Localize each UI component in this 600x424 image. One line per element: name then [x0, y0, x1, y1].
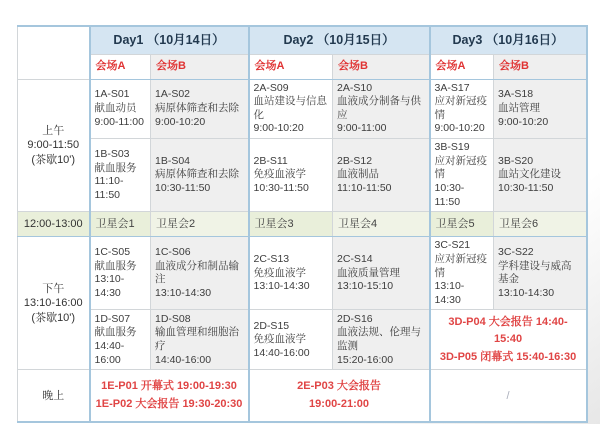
session-code: 2B-S11 [253, 154, 288, 167]
session-title: 应对新冠疫情 [434, 154, 488, 181]
afternoon-row-2 [18, 310, 587, 370]
afternoon-break-note: (茶歇10') [31, 311, 76, 324]
session-code: 2C-S13 [253, 252, 290, 265]
session-title: 血站文化建设 [498, 168, 562, 181]
venue-row [18, 54, 587, 79]
session-code: 2B-S12 [337, 154, 373, 167]
conference-schedule-table [17, 25, 588, 423]
session-cell-3A-S18 [494, 79, 587, 139]
day1-evening-plenary-cell [90, 370, 249, 422]
afternoon-time-label [18, 237, 90, 370]
day3-header: Day3 （10月16日） [430, 26, 587, 54]
session-time: 11:10-11:50 [94, 175, 124, 201]
session-cell-1C-S05 [90, 237, 151, 310]
session-time: 14:40-16:00 [155, 353, 212, 366]
session-time: 13:10-15:10 [337, 280, 394, 293]
morning-row-2 [18, 139, 587, 212]
session-title: 病原体筛查和去除 [155, 168, 239, 181]
session-cell-3B-S19 [430, 139, 494, 212]
session-cell-1D-S07 [90, 310, 151, 370]
session-cell-3C-S22 [494, 237, 587, 310]
plenary-line: 1E-P02 大会报告 19:30-20:30 [95, 397, 243, 410]
evening-row [18, 370, 587, 422]
session-title: 血液成分制备与供应 [337, 95, 422, 121]
session-code: 2A-S10 [337, 81, 373, 94]
session-time: 13:10-14:30 [94, 273, 125, 299]
noon-time-label: 12:00-13:00 [18, 212, 90, 237]
day1-venue-b-label: 会场B [151, 54, 249, 79]
session-title: 免疫血液学 [253, 266, 307, 279]
session-cell-2D-S15 [249, 310, 333, 370]
session-title: 应对新冠疫情 [434, 95, 488, 121]
session-title: 血液法规、伦理与监测 [337, 326, 422, 352]
session-code: 2D-S16 [337, 312, 373, 325]
session-cell-2B-S12 [333, 139, 430, 212]
afternoon-row-1 [18, 237, 587, 310]
session-cell-3C-S21 [430, 237, 494, 310]
session-cell-2D-S16 [333, 310, 430, 370]
session-title: 血液制品 [337, 168, 380, 181]
session-time: 9:00-10:20 [155, 115, 206, 128]
session-code: 1D-S08 [155, 312, 191, 325]
session-time: 9:00-10:20 [434, 122, 485, 135]
corner-cell [18, 26, 90, 79]
session-time: 10:30-11:50 [155, 181, 211, 194]
session-code: 1B-S04 [155, 154, 191, 167]
satellite-3-cell: 卫星会3 [249, 212, 333, 237]
day1-header: Day1 （10月14日） [90, 26, 249, 54]
session-time: 15:20-16:00 [337, 353, 394, 366]
morning-hours: 9:00-11:50 [27, 139, 80, 152]
session-cell-1B-S03 [90, 139, 151, 212]
plenary-line: 2E-P03 大会报告 [297, 380, 381, 393]
morning-time-label [18, 79, 90, 212]
session-title: 献血服务 [94, 326, 137, 339]
session-time: 10:30-11:50 [498, 181, 554, 194]
session-time: 14:40-16:00 [94, 339, 125, 366]
session-cell-2A-S09 [249, 79, 333, 139]
satellite-2-cell: 卫星会2 [151, 212, 249, 237]
session-cell-3A-S17 [430, 79, 494, 139]
session-cell-2C-S14 [333, 237, 430, 310]
plenary-line: 3D-P05 闭幕式 15:40-16:30 [439, 350, 577, 363]
session-time: 13:10-14:30 [253, 280, 310, 293]
session-title: 免疫血液学 [253, 168, 307, 181]
day2-evening-plenary-cell [249, 370, 430, 422]
day2-header: Day2 （10月15日） [249, 26, 430, 54]
morning-break-note: (茶歇10') [31, 153, 76, 166]
session-code: 1B-S03 [94, 147, 130, 160]
session-cell-1B-S04 [151, 139, 249, 212]
session-cell-2A-S10 [333, 79, 430, 139]
session-cell-1A-S01 [90, 79, 151, 139]
day3-venue-a-label: 会场A [430, 54, 494, 79]
session-code: 2D-S15 [253, 319, 290, 332]
satellite-5-cell: 卫星会5 [430, 212, 494, 237]
session-cell-1A-S02 [151, 79, 249, 139]
session-title: 输血管理和细胞治疗 [155, 326, 239, 352]
day2-venue-b-label: 会场B [333, 54, 430, 79]
session-time: 10:30-11:50 [434, 181, 465, 208]
session-code: 3B-S20 [498, 154, 534, 167]
plenary-line: 1E-P01 开幕式 19:00-19:30 [101, 380, 237, 393]
session-cell-1C-S06 [151, 237, 249, 310]
session-time: 10:30-11:50 [253, 181, 309, 194]
session-title: 献血服务 [94, 161, 137, 174]
session-time: 13:10-14:30 [498, 287, 555, 299]
session-code: 2A-S09 [253, 81, 289, 94]
session-time: 13:10-14:30 [434, 280, 465, 306]
session-code: 1A-S01 [94, 88, 130, 101]
session-title: 血站建设与信息化 [253, 95, 328, 121]
day3-closing-plenary-cell [430, 310, 587, 370]
morning-row-1 [18, 79, 587, 139]
session-time: 9:00-11:00 [337, 122, 387, 135]
satellite-4-cell: 卫星会4 [333, 212, 430, 237]
session-time: 9:00-10:20 [498, 115, 549, 128]
session-title: 病原体筛查和去除 [155, 101, 239, 114]
session-code: 3A-S18 [498, 88, 534, 101]
session-code: 3C-S21 [434, 239, 471, 252]
session-cell-2B-S11 [249, 139, 333, 212]
session-title: 血站管理 [498, 101, 541, 114]
session-time: 9:00-10:20 [253, 122, 304, 135]
session-title: 应对新冠疫情 [434, 252, 488, 279]
satellite-row [18, 212, 587, 237]
session-time: 11:10-11:50 [337, 181, 392, 194]
satellite-1-cell: 卫星会1 [90, 212, 151, 237]
plenary-line: 19:00-21:00 [309, 397, 369, 410]
session-cell-2C-S13 [249, 237, 333, 310]
session-code: 2C-S14 [337, 252, 373, 265]
day1-venue-a-label: 会场A [90, 54, 151, 79]
session-code: 3A-S17 [434, 81, 470, 94]
session-code: 3C-S22 [498, 246, 534, 259]
session-title: 血液质量管理 [337, 266, 401, 279]
session-title: 献血动员 [94, 101, 137, 114]
session-code: 1D-S07 [94, 312, 131, 325]
session-title: 献血服务 [94, 259, 137, 272]
afternoon-hours: 13:10-16:00 [23, 297, 83, 310]
session-time: 9:00-11:00 [94, 115, 144, 128]
plenary-line: 3D-P04 大会报告 14:40-15:40 [448, 315, 568, 346]
day3-venue-b-label: 会场B [494, 54, 587, 79]
session-title: 学科建设与威高基金 [498, 259, 572, 286]
session-time: 14:40-16:00 [253, 346, 310, 359]
morning-period: 上午 [42, 124, 65, 137]
session-title: 血液成分和制品输注 [155, 259, 239, 286]
session-cell-3B-S20 [494, 139, 587, 212]
session-code: 1A-S02 [155, 88, 191, 101]
session-cell-1D-S08 [151, 310, 249, 370]
session-time: 13:10-14:30 [155, 287, 212, 299]
satellite-6-cell: 卫星会6 [494, 212, 587, 237]
day2-venue-a-label: 会场A [249, 54, 333, 79]
session-code: 1C-S06 [155, 246, 191, 259]
day3-evening-empty-cell: / [430, 370, 587, 422]
session-code: 1C-S05 [94, 246, 131, 259]
day-header-row [18, 26, 587, 54]
evening-time-label: 晚上 [18, 370, 90, 422]
afternoon-period: 下午 [42, 282, 65, 295]
session-code: 3B-S19 [434, 141, 470, 154]
session-title: 免疫血液学 [253, 333, 307, 346]
